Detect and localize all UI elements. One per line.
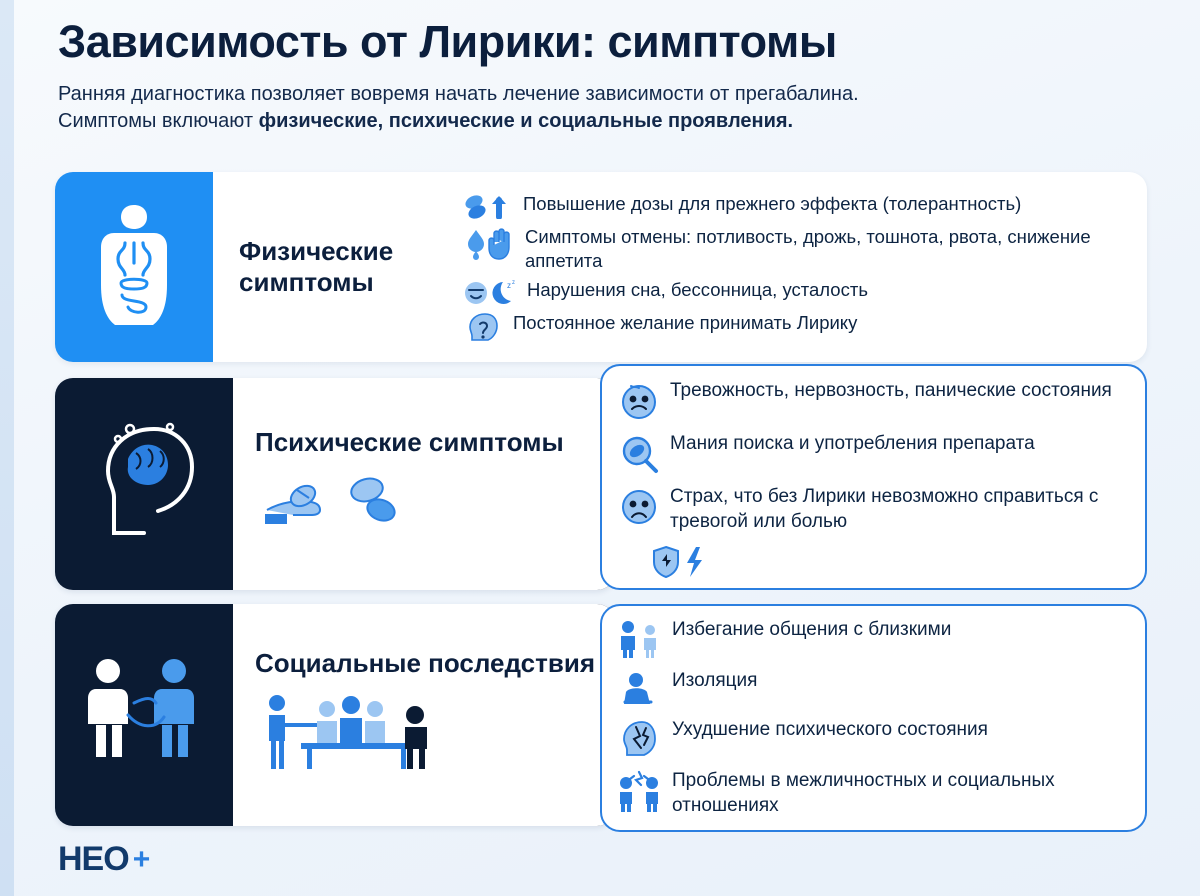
page-subtitle: [58, 81, 1142, 135]
physical-label-pane: [213, 172, 463, 362]
list-item-text: Мания поиска и употребления препарата: [670, 433, 1035, 455]
two-people-icon: [74, 653, 214, 778]
physical-block-title: [239, 236, 393, 298]
list-item: [618, 432, 1127, 475]
sweat-drop-hand-icon: [463, 225, 515, 260]
list-item: [616, 769, 1131, 818]
list-item-text: Ухудшение психического состояния: [672, 719, 988, 741]
logo-text: НЕО: [58, 840, 129, 878]
social-block-title: Социальные последствия: [255, 648, 596, 678]
block-physical-symptoms: [55, 172, 1147, 362]
mental-label-pane: [233, 378, 615, 590]
anxious-face-icon: [618, 379, 660, 422]
subtitle-line-2-bold: физические, психические и социальные проявления.: [258, 109, 794, 132]
hand-with-pills-icon: [255, 466, 601, 541]
social-items-list: [600, 604, 1147, 832]
page-title: Зависимость от Лирики: симптомы: [58, 16, 837, 67]
mental-items-list: [600, 364, 1147, 590]
block-social-consequences: [55, 604, 615, 826]
shield-bolt-icon: [652, 544, 714, 579]
list-item-text: Нарушения сна, бессонница, усталость: [527, 279, 868, 301]
list-item: [618, 379, 1127, 422]
physical-items-list: [463, 172, 1147, 362]
header: [28, 0, 1172, 135]
search-drug-icon: [618, 432, 660, 475]
block-mental-symptoms: [55, 378, 615, 590]
mental-block-title: Психические симптомы: [255, 427, 564, 457]
list-item: [616, 718, 1131, 759]
list-item: [463, 278, 1131, 305]
fearful-face-icon: [618, 485, 660, 528]
list-item-text: Проблемы в межличностных и социальных отношениях: [672, 770, 1055, 816]
human-body-icon: [88, 199, 180, 336]
broken-mind-icon: [616, 718, 662, 759]
list-item-text: Избегание общения с близкими: [672, 619, 952, 641]
list-item-text: Постоянное желание принимать Лирику: [513, 312, 858, 334]
logo-plus-icon: +: [132, 842, 151, 876]
list-item-text: Тревожность, нервозность, панические состояния: [670, 380, 1112, 402]
head-craving-icon: [463, 311, 503, 342]
svg-text:z: z: [512, 280, 515, 287]
brand-logo: [58, 840, 150, 879]
list-item-text: Повышение дозы для прежнего эффекта (толерантность): [523, 192, 1022, 214]
social-label-pane: [233, 604, 615, 826]
left-edge-stripe: [0, 0, 14, 896]
social-icon-pane: [55, 604, 233, 826]
mental-icon-pane: [55, 378, 233, 590]
conflict-people-icon: [616, 769, 662, 812]
list-item: [616, 618, 1131, 659]
avoid-contact-icon: [616, 618, 662, 659]
sleep-moon-icon: [463, 278, 517, 305]
list-item-text: Страх, что без Лирики невозможно справиться с тревогой или болью: [670, 486, 1099, 532]
group-table-icon: [255, 685, 603, 782]
list-item: [463, 192, 1131, 219]
list-item-text: Изоляция: [672, 670, 758, 692]
list-item: [463, 311, 1131, 342]
list-item: [463, 225, 1131, 272]
list-item: [616, 669, 1131, 708]
list-item: [618, 485, 1127, 534]
subtitle-line-1: Ранняя диагностика позволяет вовремя начать лечение зависимости от прегабалина.: [58, 82, 859, 105]
pills-up-arrow-icon: [463, 192, 513, 219]
list-item-icons-only: [652, 544, 1127, 579]
head-brain-icon: [80, 417, 208, 552]
physical-icon-pane: [55, 172, 213, 362]
isolated-person-icon: [616, 669, 662, 708]
svg-text:z: z: [507, 281, 511, 291]
subtitle-line-2-prefix: Симптомы включают: [58, 109, 259, 132]
physical-title-line-1: Физические: [239, 235, 394, 266]
list-item-text: Симптомы отмены: потливость, дрожь, тошнота, рвота, снижение аппетита: [525, 225, 1091, 271]
physical-title-line-2: симптомы: [239, 267, 374, 297]
